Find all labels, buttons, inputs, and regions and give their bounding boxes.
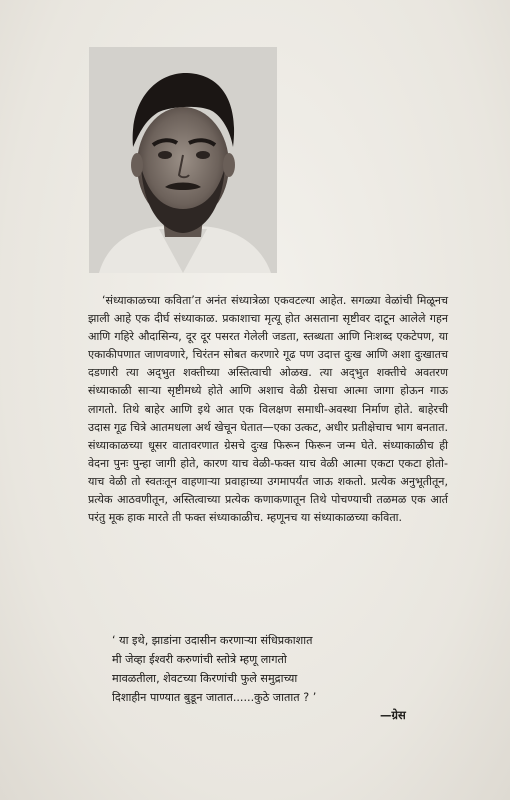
quote-line: मी जेव्हा ईश्वरी करुणांची स्तोत्रे म्हणू लागतो: [112, 653, 287, 666]
quote-line: मावळतीला, शेवटच्या किरणांची फुले समुद्राच्या: [112, 672, 298, 685]
author-portrait: [89, 47, 277, 273]
poem-quote: [112, 631, 442, 707]
introduction-paragraph: [88, 292, 448, 527]
quote-line: दिशाहीन पाण्यात बुडून जातात......कुठे जातात ? ’: [112, 691, 317, 704]
introduction-text: ‘संध्याकाळच्या कविता’त अनंत संध्यात्रेळा एकवटल्या आहेत. सगळ्या वेळांची मिळूनच झाली आहे एक दीर्घ संध्याकाळ. प्रकाशाचा मृत्यू होत असताना सृष्टीवर दाटून आलेले गहन आणि गहिरे औदासिन्य, दूर दूर पसरत गेलेली जडता, स्तब्धता आणि निःशब्द एकटेपण, या एकाकीपणात जाणवणारे, चिरंतन सोबत करणारे गूढ पण उदात्त दुःख आणि अशा दुःखातच दडणारी त्या अद्‌भुत शक्तीच्या अस्तित्वाची ओळख. त्या अद्‌भुत शक्तीचे अवतरण संध्याकाळी साऱ्या सृष्टीमध्ये होते आणि अशाच वेळी ग्रेसचा आत्मा जागा होऊन गाऊ लागतो. तिथे बाहेर आणि इथे आत एक विलक्षण समाधी-अवस्था निर्माण होते. बाहेरची उदास गूढ चित्रे आतमधला अर्थ खेचून घेतात—एका उत्कट, अधीर प्रतीक्षेचाच भाग बनतात. संध्याकाळच्या धूसर वातावरणात ग्रेसचे दुःख फिरून फिरून जन्म घेते. संध्याकाळीच ही वेदना पुनः पुन्हा जागी होते, कारण याच वेळी-फक्त याच वेळी आत्मा एकटा एकटा होतो-याच वेळी तो स्वतःतून वाहणाऱ्या प्रवाहाच्या उगमापर्यंत जाऊ शकतो. प्रत्येक अनुभूतीतून, प्रत्येक आठवणीतून, अस्तित्वाच्या प्रत्येक कणाकणातून तिथे पोचण्याची तळमळ एक आर्त परंतु मूक हाक मारते ती फक्त संध्याकाळीच. म्हणूनच या संध्याकाळच्या कविता.: [88, 294, 448, 525]
author-attribution: —ग्रेस: [380, 708, 406, 722]
quote-line: ‘ या इथे, झाडांना उदासीन करणाऱ्या संधिप्रकाशात: [112, 634, 313, 647]
